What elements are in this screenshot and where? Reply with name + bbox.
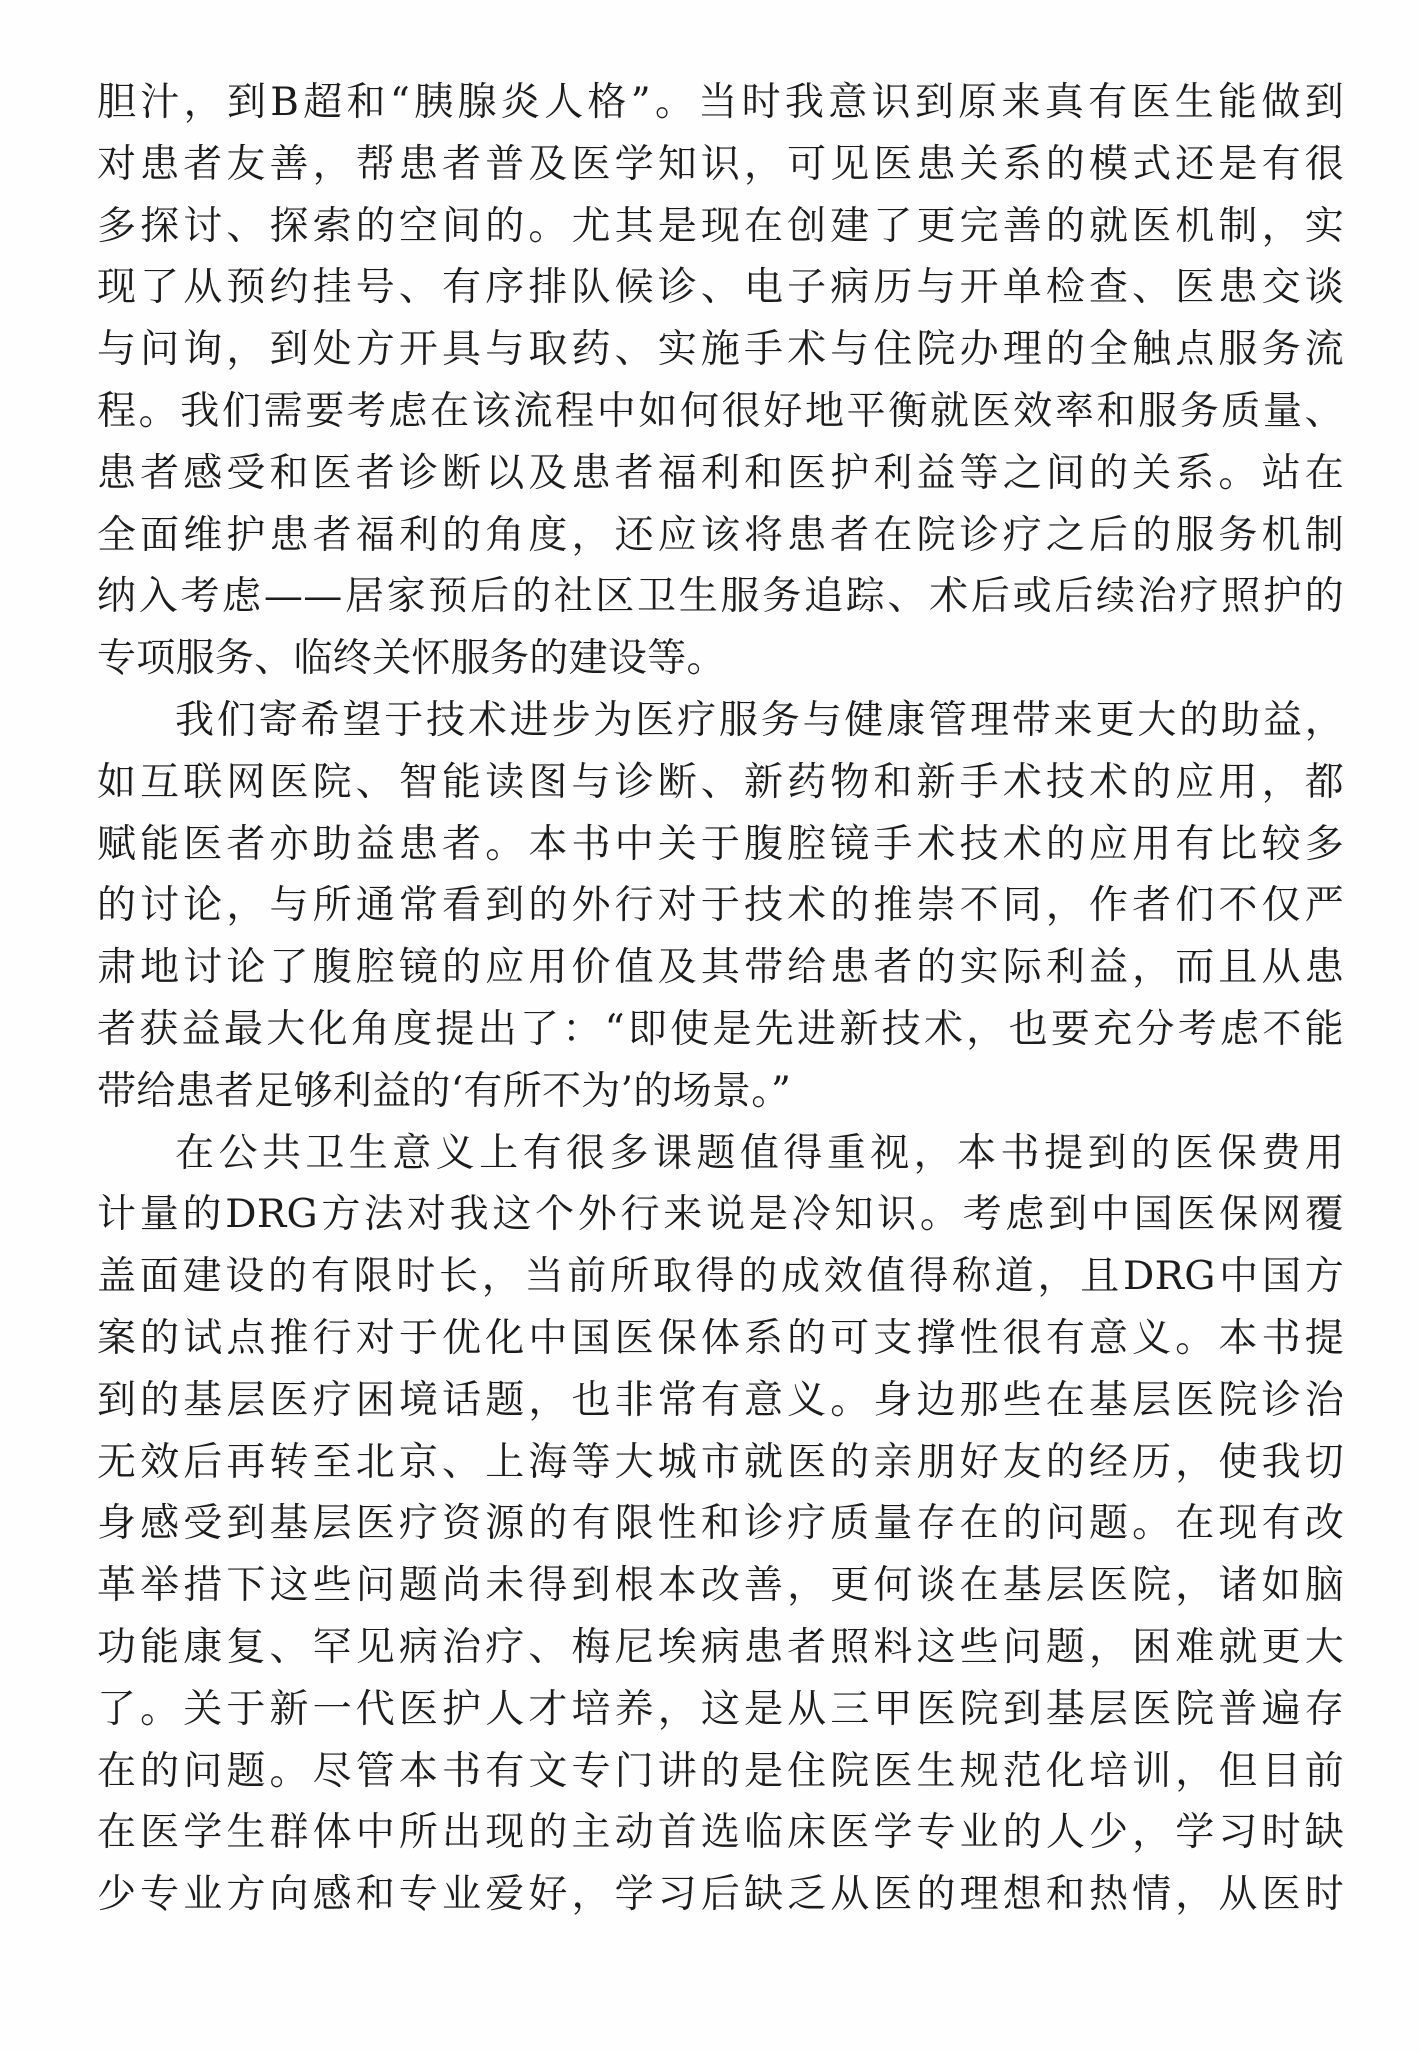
- text-line: 在的问题。尽管本书有文专门讲的是住院医生规范化培训，但目前: [97, 1748, 1344, 1794]
- text-line: 无效后再转至北京、上海等大城市就医的亲朋好友的经历，使我切: [97, 1439, 1344, 1485]
- paragraph: [97, 1123, 1344, 1926]
- text-line: 功能康复、罕见病治疗、梅尼埃病患者照料这些问题，困难就更大: [97, 1624, 1344, 1670]
- text-line: 计量的DRG方法对我这个外行来说是冷知识。考虑到中国医保网覆: [97, 1192, 1344, 1238]
- text-line: 了。关于新一代医护人才培养，这是从三甲医院到基层医院普遍存: [97, 1686, 1344, 1732]
- text-line: 者获益最大化角度提出了：“即使是先进新技术，也要充分考虑不能: [97, 1006, 1344, 1052]
- text-line: 在医学生群体中所出现的主动首选临床医学专业的人少，学习时缺: [97, 1810, 1344, 1856]
- text-line: 到的基层医疗困境话题，也非常有意义。身边那些在基层医院诊治: [97, 1377, 1344, 1423]
- text-line: 现了从预约挂号、有序排队候诊、电子病历与开单检查、医患交谈: [97, 265, 1344, 311]
- text-line: 患者感受和医者诊断以及患者福利和医护利益等之间的关系。站在: [97, 450, 1344, 496]
- body-text: [97, 72, 1344, 1926]
- text-line: 案的试点推行对于优化中国医保体系的可支撑性很有意义。本书提: [97, 1315, 1344, 1361]
- text-line: 盖面建设的有限时长，当前所取得的成效值得称道，且DRG中国方: [97, 1254, 1344, 1300]
- text-line: 带给患者足够利益的‘有所不为’的场景。”: [97, 1068, 792, 1114]
- text-line: 身感受到基层医疗资源的有限性和诊疗质量存在的问题。在现有改: [97, 1501, 1344, 1547]
- text-line: 纳入考虑——居家预后的社区卫生服务追踪、术后或后续治疗照护的: [97, 574, 1344, 620]
- text-line: 对患者友善，帮患者普及医学知识，可见医患关系的模式还是有很: [97, 141, 1344, 187]
- text-line: 专项服务、临终关怀服务的建设等。: [97, 636, 726, 682]
- text-line: 的讨论，与所通常看到的外行对于技术的推崇不同，作者们不仅严: [97, 883, 1344, 929]
- text-line: 在公共卫生意义上有很多课题值得重视，本书提到的医保费用: [175, 1130, 1344, 1176]
- text-line: 全面维护患者福利的角度，还应该将患者在院诊疗之后的服务机制: [97, 512, 1344, 558]
- text-line: 肃地讨论了腹腔镜的应用价值及其带给患者的实际利益，而且从患: [97, 945, 1344, 991]
- text-line: 少专业方向感和专业爱好，学习后缺乏从医的理想和热情，从医时: [97, 1872, 1344, 1918]
- paragraph: [97, 690, 1344, 1123]
- text-line: 胆汁，到B超和“胰腺炎人格”。当时我意识到原来真有医生能做到: [97, 80, 1344, 125]
- text-line: 如互联网医院、智能读图与诊断、新药物和新手术技术的应用，都: [97, 759, 1344, 805]
- paragraph: [97, 72, 1344, 690]
- text-line: 多探讨、探索的空间的。尤其是现在创建了更完善的就医机制，实: [97, 203, 1344, 249]
- text-line: 赋能医者亦助益患者。本书中关于腹腔镜手术技术的应用有比较多: [97, 821, 1344, 867]
- text-line: 我们寄希望于技术进步为医疗服务与健康管理带来更大的助益，: [175, 697, 1344, 743]
- text-line: 与问询，到处方开具与取药、实施手术与住院办理的全触点服务流: [97, 327, 1344, 373]
- text-line: 革举措下这些问题尚未得到根本改善，更何谈在基层医院，诸如脑: [97, 1563, 1344, 1609]
- text-line: 程。我们需要考虑在该流程中如何很好地平衡就医效率和服务质量、: [97, 388, 1344, 434]
